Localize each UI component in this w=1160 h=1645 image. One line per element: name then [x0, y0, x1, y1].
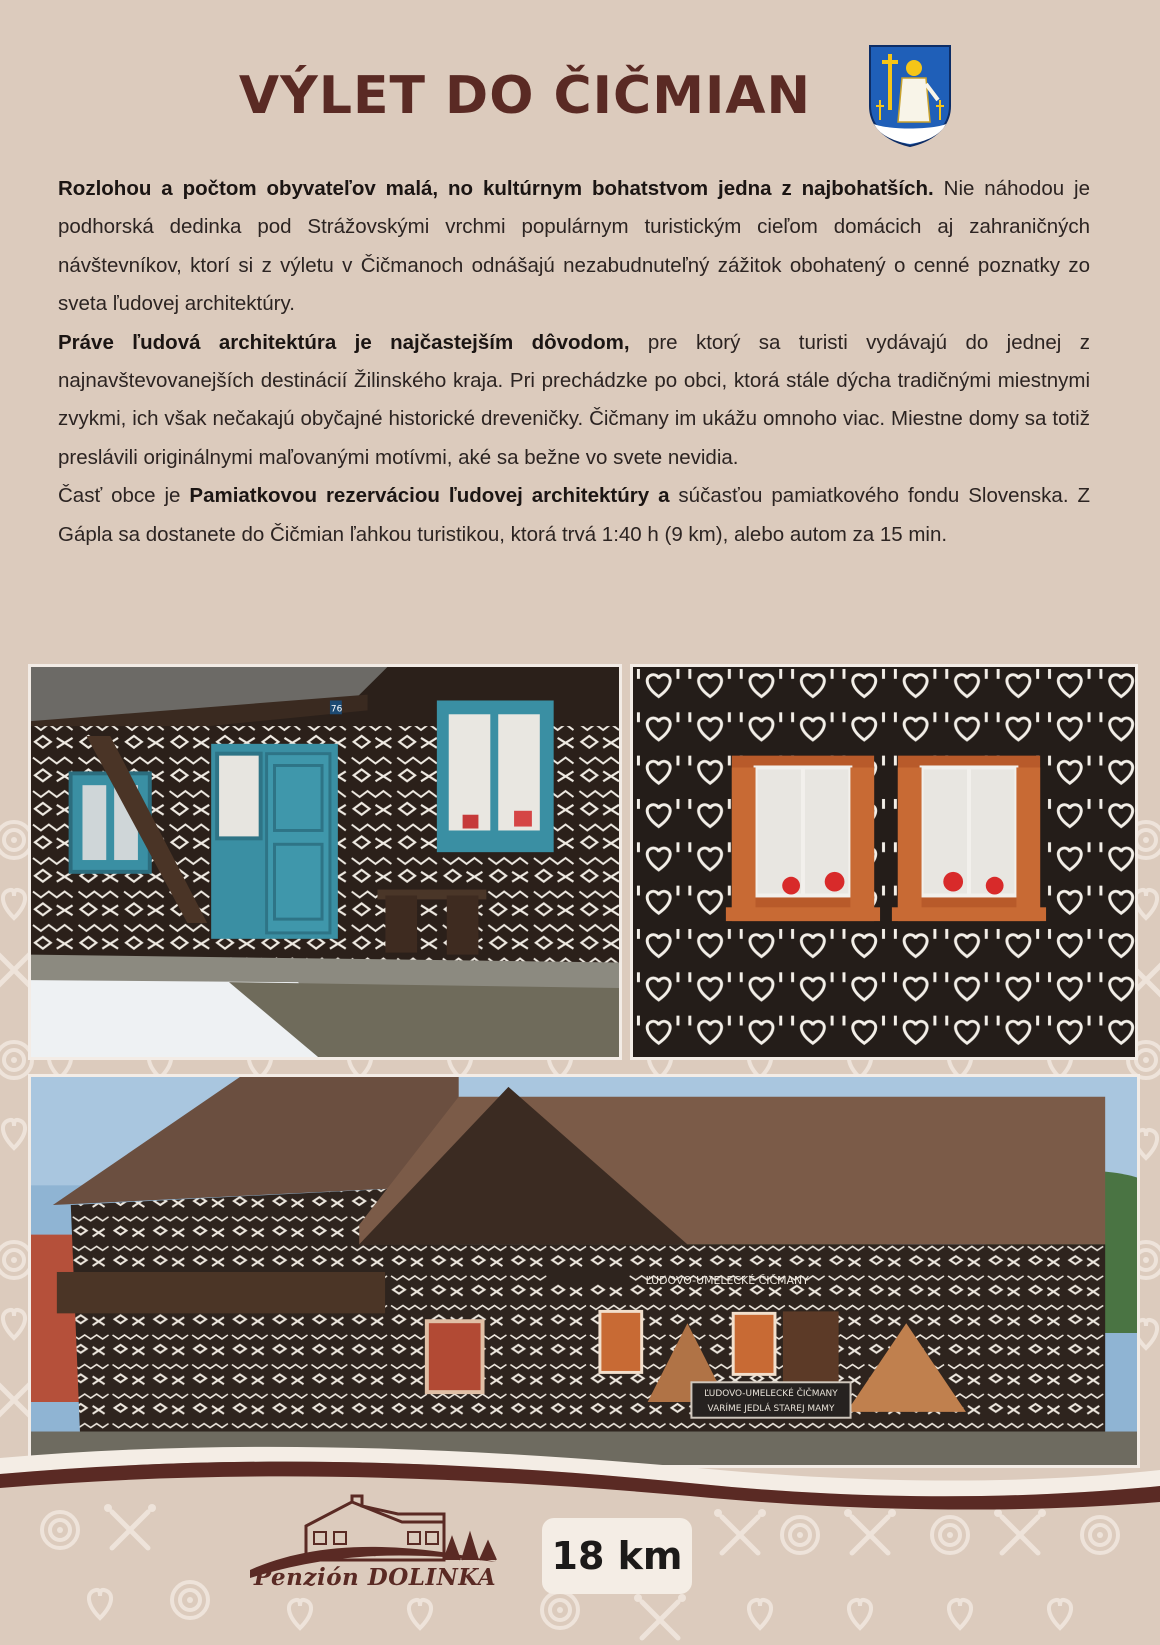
penzion-dolinka-logo-icon [248, 1492, 498, 1626]
house-number-plate: 76 [330, 704, 343, 715]
photo-timber-houses [28, 1074, 1140, 1468]
paragraph-1-lead: Rozlohou a počtom obyvateľov malá, no kultúrnym bohatstvom jedna z najbohatších. [58, 177, 934, 200]
paragraph-3-intro: Časť obce je [58, 484, 190, 508]
page-title: VÝLET DO ČIČMIAN [238, 66, 812, 126]
paragraph-3 [58, 477, 1090, 554]
photo-window-geraniums [630, 664, 1138, 1060]
distance-badge: 18 km [542, 1518, 692, 1594]
logo-text: Penzión DOLINKA [253, 1564, 497, 1591]
paragraph-3-lead: Pamiatkovou rezerváciou ľudovej architektúry a [189, 484, 670, 508]
paragraph-2-lead: Práve ľudová architektúra je najčastejším dôvodom, [58, 330, 630, 354]
paragraph-3-text: súčasťou pamiatkového fondu Slovenska. Z Gápla sa dostanete do Čičmian ľahkou turistikou, ktorá trvá 1:40 h (9 km), alebo autom za 15 min. [58, 484, 1090, 546]
footer-wave [0, 1440, 1160, 1510]
paragraph-1 [58, 170, 1090, 324]
shop-sign: ĽUDOVO-UMELECKÉ ČIČMANY [645, 1273, 809, 1287]
paragraph-2 [58, 324, 1090, 478]
photo-house-facade [28, 664, 622, 1060]
board-line-1: ĽUDOVO-UMELECKÉ ČIČMANY [704, 1389, 838, 1400]
coat-of-arms-icon [868, 44, 952, 148]
paragraph-2-text: pre ktorý sa turisti vydávajú do jednej z najnavštevovanejších destinácií Žilinského kraja. Pri prechádzke po obci, ktorá stále dýcha tradičnými miestnymi zvykmi, ich však nečakajú obyčajné historické dreveničky. Čičmany im ukážu omnoho viac. Miestne domy sa totiž preslávili originálnymi maľovanými motívmi, aké sa bežne vo svete nevidia. [58, 330, 1090, 469]
paragraph-1-text: Nie náhodou je podhorská dedinka pod Strážovskými vrchmi populárnym turistickým cieľom domácich aj zahraničných návštevníkov, ktorí si z výletu v Čičmanoch odnášajú nezabudnuteľný zážitok obohatený o cenné poznatky zo sveta ľudovej architektúry. [58, 177, 1090, 316]
board-line-2: VARÍME JEDLÁ STAREJ MAMY [707, 1403, 835, 1414]
article-body [58, 170, 1090, 554]
